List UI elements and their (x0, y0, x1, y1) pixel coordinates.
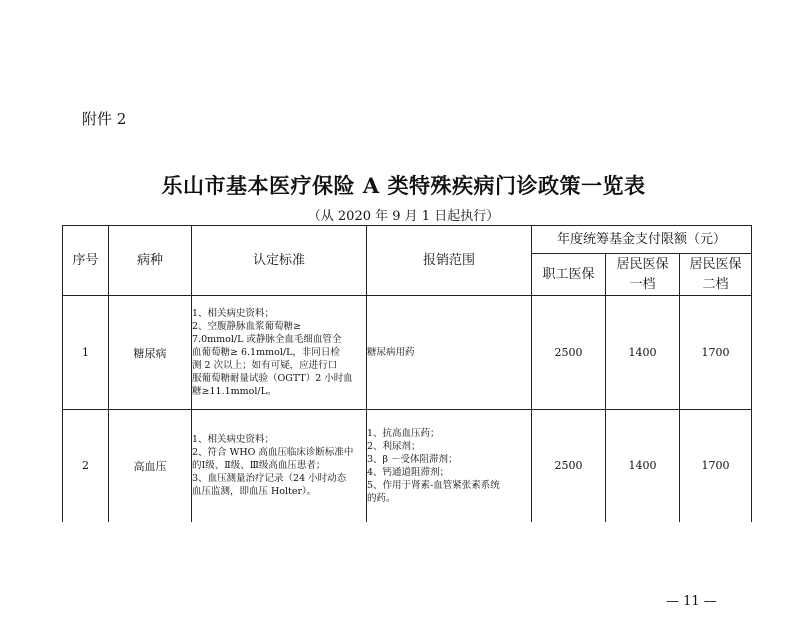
criteria-line: 1、相关病史资料； (192, 308, 275, 319)
header-resident-tier2-line1: 居民医保 (689, 256, 742, 272)
table-row (63, 410, 752, 522)
document-subtitle: （从 2020 年 9 月 1 日起执行） (307, 209, 500, 224)
scope-line: 4、钙通道阻滞剂； (367, 466, 450, 478)
row-disease: 糖尿病 (109, 296, 192, 410)
row-seq: 2 (63, 410, 109, 522)
scope-line: 2、利尿剂； (367, 440, 421, 452)
criteria-line: 7.0mmol/L 或静脉全血毛细血管全 (192, 334, 342, 345)
row-scope (367, 410, 532, 522)
row-resident-tier2-limit: 1700 (680, 410, 752, 522)
header-resident-tier1 (606, 254, 680, 296)
row-criteria (192, 410, 367, 522)
criteria-line: 测 2 次以上；如有可疑，应进行口 (192, 360, 338, 371)
header-resident-tier2 (680, 254, 752, 296)
document-title: 乐山市基本医疗保险 A 类特殊疾病门诊政策一览表 (161, 173, 646, 198)
scope-line: 3、β －受体阻滞剂； (367, 453, 458, 465)
policy-table (62, 225, 752, 522)
row-employee-limit: 2500 (532, 410, 606, 522)
criteria-line: 血压监测，即血压 Holter）。 (192, 486, 317, 498)
header-scope: 报销范围 (367, 226, 532, 296)
header-disease: 病种 (109, 226, 192, 296)
row-resident-tier1-limit: 1400 (606, 410, 680, 522)
header-limit-group: 年度统筹基金支付限额（元） (532, 226, 752, 254)
header-resident-tier1-line2: 一档 (629, 276, 656, 292)
criteria-line: 血葡萄糖≥ 6.1mmol/L，非同日检 (192, 347, 340, 358)
row-employee-limit: 2500 (532, 296, 606, 410)
table-row (63, 296, 752, 410)
scope-line: 5、作用于肾素-血管紧张素系统 (367, 479, 500, 491)
header-resident-tier1-line1: 居民医保 (616, 256, 669, 272)
row-seq: 1 (63, 296, 109, 410)
scope-line: 糖尿病用药 (367, 347, 415, 358)
scope-line: 的药。 (367, 492, 396, 504)
header-criteria: 认定标准 (192, 226, 367, 296)
row-disease: 高血压 (109, 410, 192, 522)
row-scope (367, 296, 532, 410)
criteria-line: 3、血压测量治疗记录（24 小时动态 (192, 473, 347, 485)
row-criteria (192, 296, 367, 410)
page-number: — 11 — (666, 594, 717, 609)
row-resident-tier1-limit: 1400 (606, 296, 680, 410)
row-resident-tier2-limit: 1700 (680, 296, 752, 410)
attachment-label: 附件 2 (82, 110, 127, 128)
criteria-line: 1、相关病史资料； (192, 434, 275, 446)
criteria-line: 2、空腹静脉血浆葡萄糖≥ (192, 321, 302, 332)
scope-line: 1、抗高血压药； (367, 427, 440, 439)
header-resident-tier2-line2: 二档 (702, 276, 729, 292)
criteria-line: 的Ⅰ级、Ⅱ级、Ⅲ级高血压患者； (192, 460, 326, 472)
header-seq: 序号 (63, 226, 109, 296)
criteria-line: 2、符合 WHO 高血压临床诊断标准中 (192, 447, 354, 459)
criteria-line: 服葡萄糖耐量试验（OGTT）2 小时血 (192, 373, 353, 384)
header-employee: 职工医保 (532, 254, 606, 296)
criteria-line: 糖≥11.1mmol/L。 (192, 386, 277, 397)
